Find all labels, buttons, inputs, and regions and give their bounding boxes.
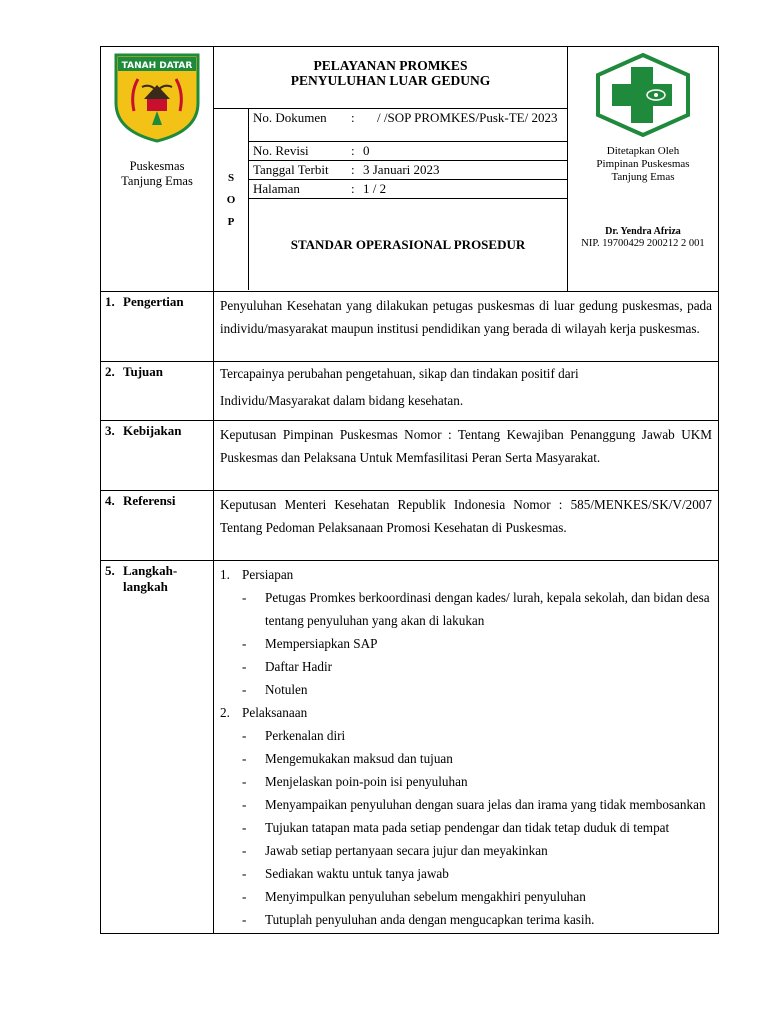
org-name-line1: Puskesmas: [129, 159, 185, 173]
info-row-page: Halaman : 1 / 2: [249, 180, 567, 199]
sop-letter-o: O: [226, 193, 236, 206]
sop-document: [100, 46, 718, 934]
document-info: [249, 109, 567, 290]
section-row-kebijakan: [101, 421, 719, 491]
section-content: Penyuluhan Kesehatan yang dilakukan petugas puskesmas di luar gedung puskesmas, pada individu/masyarakat maupun institusi pendidikan yang berada di wilayah kerja puskesmas.: [214, 292, 719, 362]
header-middle-cell: [214, 47, 568, 292]
info-row-issue-date: Tanggal Terbit : 3 Januari 2023: [249, 161, 567, 180]
head-nip: NIP. 19700429 200212 2 001: [581, 238, 705, 249]
header-left-cell: [101, 47, 214, 292]
head-name: Dr. Yendra Afriza: [605, 226, 681, 237]
sop-letter-s: S: [227, 171, 235, 184]
document-title: [214, 47, 567, 109]
logo-banner-text: TANAH DATAR: [121, 61, 193, 71]
step-item: [220, 701, 712, 931]
sop-title: STANDAR OPERASIONAL PROSEDUR: [290, 236, 526, 252]
list-item: - Menyimpulkan penyuluhan sebelum mengakhiri penyuluhan: [242, 889, 586, 904]
list-item: - Mengemukakan maksud dan tujuan: [242, 751, 453, 766]
list-item: - Tutuplah penyuluhan anda dengan mengucapkan terima kasih.: [242, 912, 595, 927]
section-label: 1. Pengertian: [101, 292, 214, 362]
puskesmas-logo: [594, 53, 692, 141]
list-item: - Petugas Promkes berkoordinasi dengan kades/ lurah, kepala sekolah, dan bidan desa tentang penyuluhan yang akan di lakukan: [242, 590, 710, 628]
header-right-cell: [568, 47, 719, 292]
section-row-langkah: [101, 561, 719, 934]
org-name-line2: Tanjung Emas: [121, 174, 193, 188]
step-item: [220, 563, 712, 701]
section-label: 5. Langkah- langkah: [101, 561, 214, 934]
tanah-datar-logo: [114, 53, 200, 147]
section-row-tujuan: [101, 362, 719, 421]
section-content: [214, 561, 719, 934]
section-content: Tercapainya perubahan pengetahuan, sikap dan tindakan positif dari Individu/Masyarakat dalam bidang kesehatan.: [214, 362, 719, 421]
section-row-pengertian: [101, 292, 719, 362]
list-item: - Sediakan waktu untuk tanya jawab: [242, 866, 449, 881]
set-by-line3: Tanjung Emas: [611, 171, 675, 183]
step-heading: 1. Persiapan: [220, 567, 294, 582]
info-row-document-number: No. Dokumen : / /SOP PROMKES/Pusk-TE/ 2023: [249, 109, 567, 142]
puskesmas-cross-icon: [594, 53, 692, 137]
list-item: - Menyampaikan penyuluhan dengan suara jelas dan irama yang tidak membosankan: [242, 797, 706, 812]
section-content: Keputusan Pimpinan Puskesmas Nomor : Tentang Kewajiban Penanggung Jawab UKM Puskesmas dan Pelaksana Untuk Memfasilitasi Peran Serta Masyarakat.: [214, 421, 719, 491]
list-item: - Notulen: [242, 682, 308, 697]
list-item: - Tujukan tatapan mata pada setiap pendengar dan tidak tetap duduk di tempat: [242, 820, 670, 835]
info-row-revision: No. Revisi : 0: [249, 142, 567, 161]
section-content: Keputusan Menteri Kesehatan Republik Indonesia Nomor : 585/MENKES/SK/V/2007 Tentang Pedoman Pelaksanaan Promosi Kesehatan di Puskesmas.: [214, 491, 719, 561]
sop-table: [100, 46, 719, 934]
list-item: - Menjelaskan poin-poin isi penyuluhan: [242, 774, 468, 789]
section-label: 2. Tujuan: [101, 362, 214, 421]
sop-letter-p: P: [227, 215, 235, 228]
steps-list: [220, 563, 712, 931]
title-line2: PENYULUHAN LUAR GEDUNG: [290, 73, 491, 88]
header-row: [101, 47, 719, 292]
section-label: 4. Referensi: [101, 491, 214, 561]
set-by-line1: Ditetapkan Oleh: [606, 145, 680, 157]
step-heading: 2. Pelaksanaan: [220, 705, 308, 720]
sop-vertical-label: [214, 109, 249, 290]
list-item: - Perkenalan diri: [242, 728, 346, 743]
sub-list: [220, 724, 712, 931]
title-line1: PELAYANAN PROMKES: [313, 58, 468, 73]
sop-info-area: [214, 109, 567, 290]
tanah-datar-emblem-icon: [114, 53, 200, 143]
sub-list: [220, 586, 712, 701]
section-row-referensi: [101, 491, 719, 561]
list-item: - Mempersiapkan SAP: [242, 636, 378, 651]
list-item: - Daftar Hadir: [242, 659, 332, 674]
section-label: 3. Kebijakan: [101, 421, 214, 491]
set-by-line2: Pimpinan Puskesmas: [596, 158, 690, 170]
list-item: - Jawab setiap pertanyaan secara jujur dan meyakinkan: [242, 843, 548, 858]
